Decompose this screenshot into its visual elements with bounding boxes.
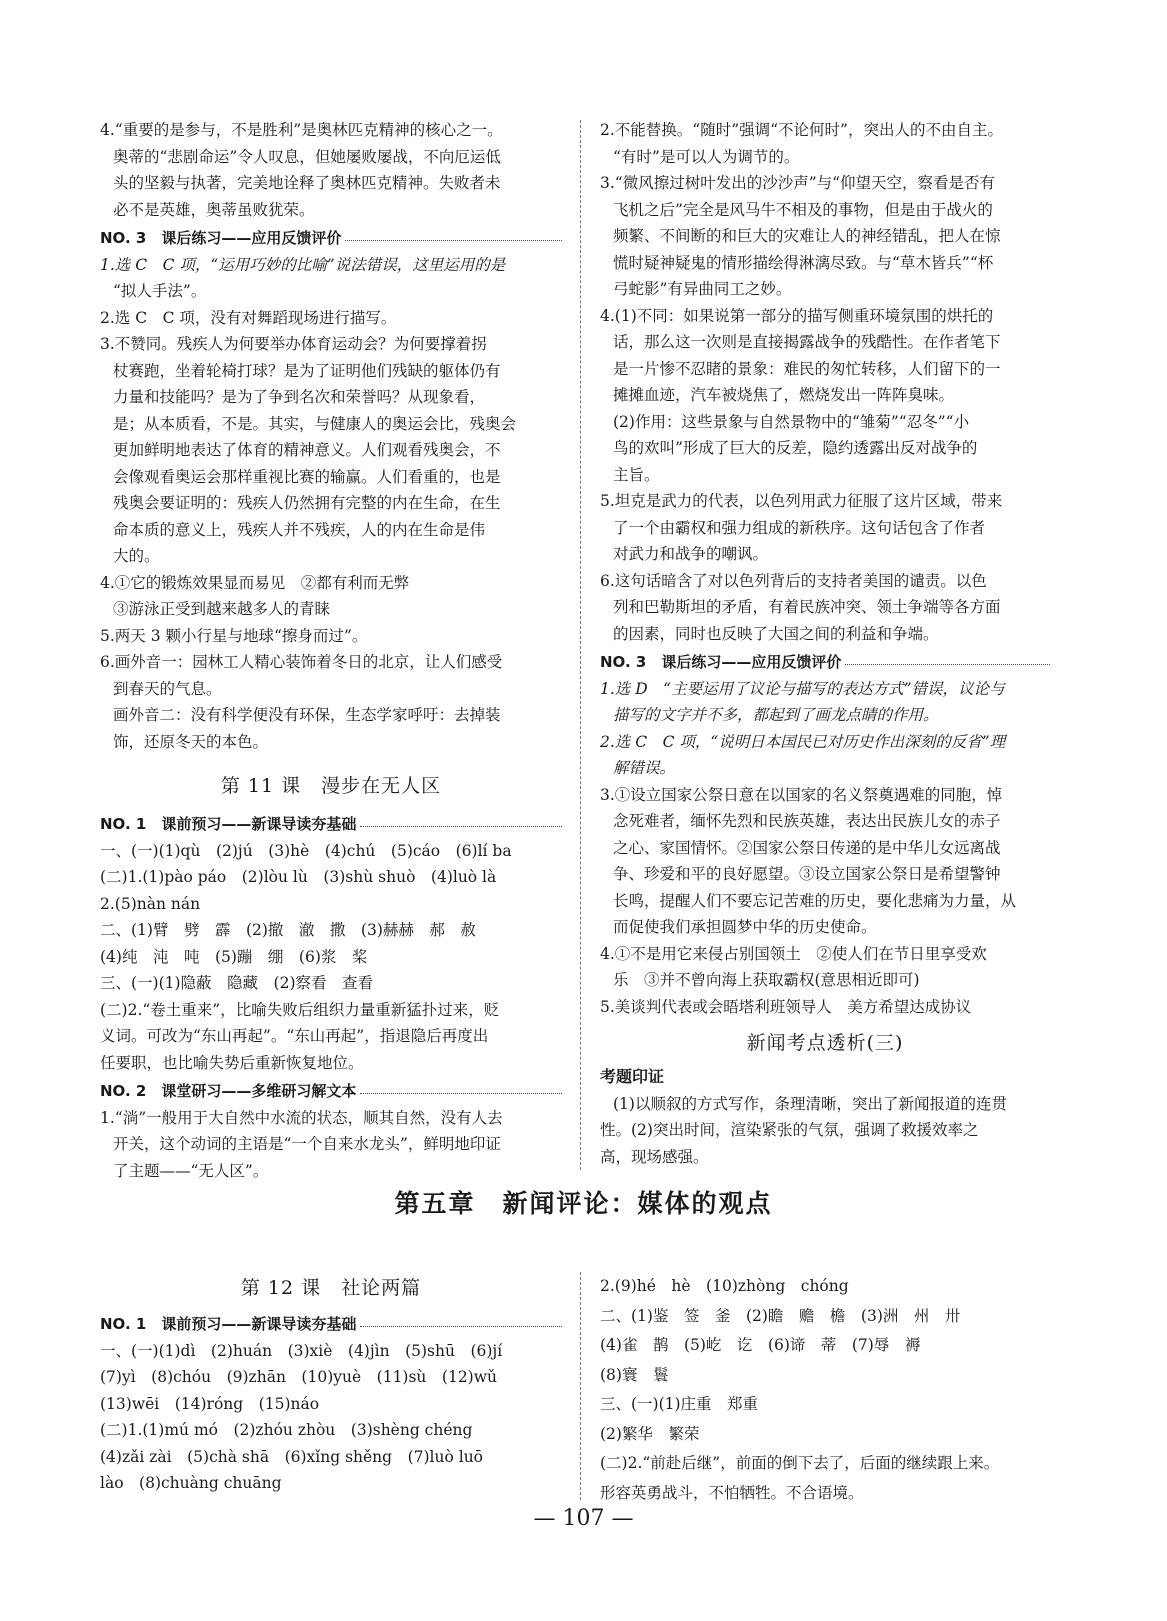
lesson-title: 第 11 课 漫步在无人区: [220, 775, 442, 797]
answer-line: (2)繁华 繁荣: [600, 1424, 700, 1443]
answer-line: 6.这句话暗含了对以色列背后的支持者美国的谴责。以色: [600, 571, 987, 590]
answer-line: “拟人手法”。: [113, 282, 207, 300]
answer-line: 2.选 C C 项，没有对舞蹈现场进行描写。: [100, 308, 397, 327]
answer-line: 4.①它的锻炼效果显而易见 ②都有利而无弊: [100, 573, 410, 592]
answer-line: (二)1.(1)pào páo (2)lòu lù (3)shù shuò (4)luò là: [100, 868, 497, 886]
answer-line: 了主题——“无人区”。: [113, 1161, 269, 1180]
answer-line: 残奥会要证明的：残疾人仍然拥有完整的内在生命，在生: [113, 494, 501, 512]
answer-line: 弓蛇影”有异曲同工之妙。: [613, 280, 792, 298]
answer-line: 争、珍爱和平的良好愿望。③设立国家公祭日是希望警钟: [613, 865, 1001, 883]
answer-line: 列和巴勒斯坦的矛盾，有着民族冲突、领土争端等各方面: [613, 598, 1001, 616]
answer-line: 而促使我们承担圆梦中华的历史使命。: [613, 918, 877, 936]
answer-line: 5.坦克是武力的代表，以色列用武力征服了这片区域，带来: [600, 492, 1003, 510]
column-divider: [580, 120, 581, 1170]
answer-line: 更加鲜明地表达了体育的精神意义。人们观看残奥会，不: [113, 441, 501, 459]
answer-line: 性。(2)突出时间，渲染紧张的气氛，强调了救援效率之: [600, 1121, 979, 1139]
answer-line: 开关，这个动词的主语是“一个自来水龙头”，鲜明地印证: [113, 1135, 501, 1153]
answer-line: 之心、家国情怀。②国家公祭日传递的是中华儿女远离战: [613, 838, 1001, 857]
answer-line: 大的。: [113, 547, 160, 565]
answer-line: 必不是英雄，奥蒂虽败犹荣。: [113, 200, 315, 219]
answer-line: 长鸣，提醒人们不要忘记苦难的历史，要化悲痛为力量，从: [613, 891, 1017, 910]
section-heading-no3: NO. 3 课后练习——应用反馈评价: [100, 225, 562, 252]
answer-line: 6.画外音一：园林工人精心装饰着冬日的北京，让人们感受: [100, 653, 503, 671]
answer-line: (4)zǎi zài (5)chà shā (6)xǐng shěng (7)luò luō: [100, 1447, 484, 1466]
section-heading-no1: NO. 1 课前预习——新课导读夯基础: [100, 1311, 562, 1338]
exam-heading: 考题印证: [600, 1067, 665, 1086]
answer-line: 力量和技能吗？是为了争到名次和荣誉吗？从现象看，: [113, 388, 486, 406]
answer-line: (7)yì (8)chóu (9)zhān (10)yuè (11)sù (12)wǔ: [100, 1368, 497, 1386]
answer-line: 慌时疑神疑鬼的情形描绘得淋漓尽致。与“草木皆兵”“杯: [613, 253, 994, 272]
answer-line: 2.不能替换。“随时”强调“不论何时”，突出人的不由自主。: [600, 121, 1003, 139]
answer-line: 二、(1)臂 劈 霹 (2)撤 澈 撒 (3)赫赫 郝 赦: [100, 921, 476, 939]
answer-line: 2.(5)nàn nán: [100, 894, 201, 913]
answer-line: (4)雀 鹊 (5)屹 讫 (6)谛 蒂 (7)辱 褥: [600, 1336, 921, 1354]
answer-line: 是；从本质看，不是。其实，与健康人的奥运会比，残奥会: [113, 414, 517, 433]
answer-line: 一、(一)(1)qù (2)jú (3)hè (4)chú (5)cáo (6)lí ba: [100, 841, 512, 860]
section-heading-no3: NO. 3 课后练习——应用反馈评价: [600, 649, 1050, 676]
answer-line: 解错误。: [613, 759, 676, 777]
answer-line: (1)以顺叙的方式写作，条理清晰，突出了新闻报道的连贯: [613, 1094, 1007, 1113]
lesson-title: 第 12 课 社论两篇: [240, 1277, 422, 1299]
answer-line: 一、(一)(1)dì (2)huán (3)xiè (4)jìn (5)shū (6)jí: [100, 1341, 503, 1360]
answer-line: 高，现场感强。: [600, 1147, 709, 1166]
right-column: [600, 117, 1050, 1170]
answer-line: 画外音二：没有科学便没有环保，生态学家呼吁：去掉装: [113, 706, 501, 724]
answer-line: (二)1.(1)mú mó (2)zhóu zhòu (3)shèng chéng: [100, 1421, 473, 1439]
answer-line: lào (8)chuàng chuāng: [100, 1474, 282, 1492]
answer-line: 3.不赞同。残疾人为何要举办体育运动会？为何要撑着拐: [100, 335, 487, 353]
answer-line: (2)作用：这些景象与自然景物中的“雏菊”“忍冬”“小: [613, 412, 970, 431]
answer-line: (4)纯 沌 吨 (5)蹦 绷 (6)浆 桨: [100, 947, 368, 966]
section-heading-no1: NO. 1 课前预习——新课导读夯基础: [100, 811, 562, 838]
answer-line: 三、(一)(1)庄重 郑重: [600, 1395, 759, 1413]
answer-line: 主旨。: [613, 465, 660, 484]
answer-line: 了一个由霸权和强力组成的新秩序。这句话包含了作者: [613, 518, 986, 537]
answer-line: 5.美谈判代表或会晤塔利班领导人 美方希望达成协议: [600, 997, 972, 1016]
answer-line: 描写的文字并不多，都起到了画龙点睛的作用。: [613, 706, 939, 724]
answer-line: 对武力和战争的嘲讽。: [613, 545, 769, 563]
answer-line: 二、(1)鉴 签 釜 (2)瞻 赡 檐 (3)洲 州 卅: [600, 1306, 961, 1325]
news-analysis-title: 新闻考点透析(三): [746, 1032, 904, 1054]
page-number: — 107 —: [533, 1506, 634, 1531]
answer-line: 杖赛跑，坐着轮椅打球？是为了证明他们残缺的躯体仍有: [113, 361, 501, 380]
answer-line: 频繁、不间断的和巨大的灾难让人的神经错乱，把人在惊: [613, 227, 1001, 245]
answer-line: 任要职，也比喻失势后重新恢复地位。: [100, 1053, 364, 1072]
answer-line: 2.(9)hé hè (10)zhòng chóng: [600, 1277, 849, 1295]
answer-line: 的因素，同时也反映了大国之间的利益和争端。: [613, 624, 939, 643]
answer-line: 1.选 C C 项，“运用巧妙的比喻”说法错误，这里运用的是: [100, 255, 506, 274]
answer-line: 话，那么这一次则是直接揭露战争的残酷性。在作者笔下: [613, 333, 1001, 351]
column-divider: [580, 1272, 581, 1500]
answer-line: 命本质的意义上，残疾人并不残疾，人的内在生命是伟: [113, 520, 486, 539]
answer-line: 是一片惨不忍睹的景象：难民的匆忙转移，人们留下的一: [613, 359, 1001, 378]
answer-line: 1.“淌”一般用于大自然中水流的状态，顺其自然，没有人去: [100, 1108, 503, 1127]
answer-line: 摊摊血迹，汽车被烧焦了，燃烧发出一阵阵臭味。: [613, 386, 955, 404]
answer-line: ③游泳正受到越来越多人的青睐: [113, 600, 331, 618]
answer-line: 三、(一)(1)隐蔽 隐藏 (2)察看 查看: [100, 974, 374, 992]
answer-line: 5.两天 3 颗小行星与地球“擦身而过”。: [100, 626, 368, 645]
answer-line: 4.“重要的是参与，不是胜利”是奥林匹克精神的核心之一。: [100, 121, 503, 139]
answer-line: 饰，还原冬天的本色。: [113, 732, 269, 751]
answer-line: 会像观看奥运会那样重视比赛的输赢。人们看重的，也是: [113, 467, 501, 486]
answer-line: 鸟的欢叫”形成了巨大的反差，隐约透露出反对战争的: [613, 439, 978, 457]
answer-line: 到春天的气息。: [113, 679, 222, 698]
answer-line: 义词。可改为“东山再起”。“东山再起”，指退隐后再度出: [100, 1027, 489, 1045]
answer-line: 飞机之后”完全是风马牛不相及的事物，但是由于战火的: [613, 200, 993, 219]
answer-line: 形容英勇战斗，不怕牺牲。不合语境。: [600, 1483, 864, 1502]
right-column-lower: [600, 1273, 1050, 1506]
answer-line: 3.①设立国家公祭日意在以国家的名义祭奠遇难的同胞，悼: [600, 785, 1003, 804]
answer-line: 头的坚毅与执著，完美地诠释了奥林匹克精神。失败者未: [113, 174, 501, 192]
answer-line: “有时”是可以人为调节的。: [613, 147, 800, 166]
answer-line: 4.①不是用它来侵占别国领土 ②使人们在节日里享受欢: [600, 944, 987, 963]
answer-line: 1.选 D “主要运用了议论与描写的表达方式”错误，议论与: [600, 679, 1005, 698]
chapter-title: 第五章 新闻评论：媒体的观点: [394, 1189, 773, 1218]
answer-line: 4.(1)不同：如果说第一部分的描写侧重环境氛围的烘托的: [600, 306, 994, 325]
answer-line: 念死难者，缅怀先烈和民族英雄，表达出民族儿女的赤子: [613, 812, 1001, 830]
answer-line: 3.“微风擦过树叶发出的沙沙声”与“仰望天空，察看是否有: [600, 174, 996, 192]
section-heading-no2: NO. 2 课堂研习——多维研习解文本: [100, 1078, 562, 1105]
answer-line: (13)wēi (14)róng (15)náo: [100, 1394, 320, 1413]
answer-line: 奥蒂的“悲剧命运”令人叹息，但她屡败屡战，不向厄运低: [113, 147, 501, 166]
answer-line: 乐 ③并不曾向海上获取霸权(意思相近即可): [613, 971, 920, 989]
left-column: [100, 117, 562, 1184]
answer-line: (二)2.“卷土重来”，比喻失败后组织力量重新猛扑过来，贬: [100, 1000, 500, 1019]
left-column-lower: [100, 1273, 562, 1497]
answer-line: (8)寰 鬟: [600, 1365, 669, 1384]
answer-line: (二)2.“前赴后继”，前面的倒下去了，后面的继续跟上来。: [600, 1454, 1000, 1472]
answer-line: 2.选 C C 项，“说明日本国民已对历史作出深刻的反省”理: [600, 732, 1006, 751]
